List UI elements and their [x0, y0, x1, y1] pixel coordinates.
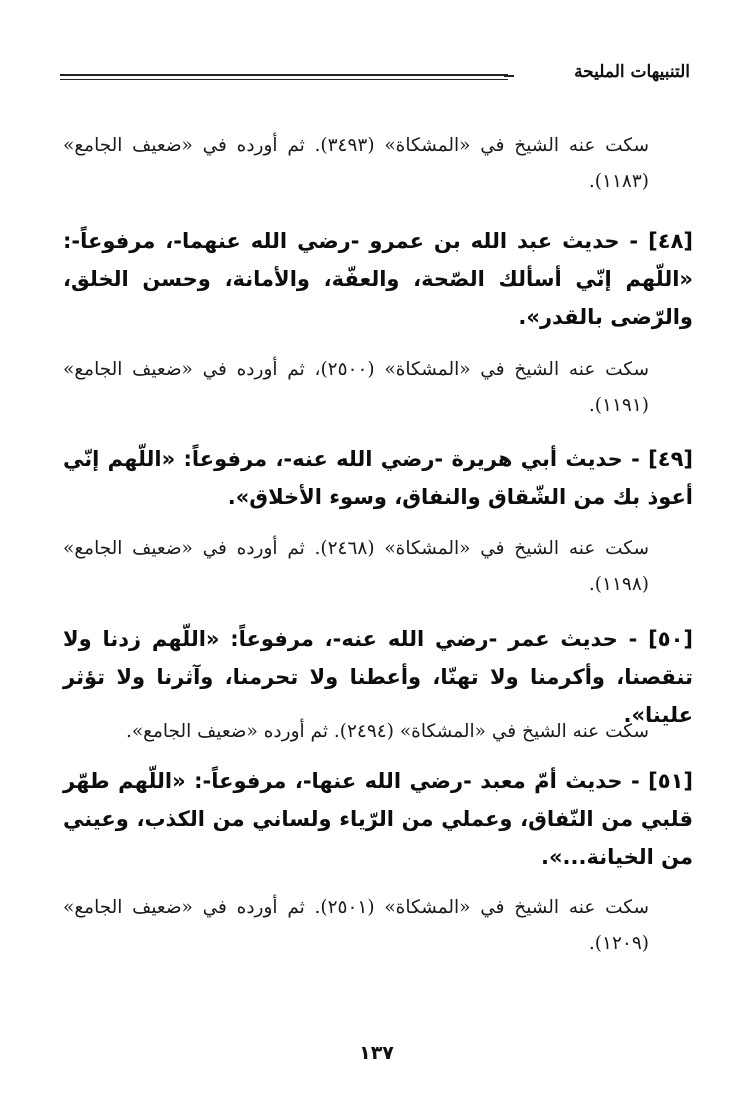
hadith-number: [٥٠]	[648, 627, 693, 651]
note-paragraph: سكت عنه الشيخ في «المشكاة» (٢٥٠٠)، ثم أورده في «ضعيف الجامع» (١١٩١).	[63, 359, 649, 416]
note-paragraph: سكت عنه الشيخ في «المشكاة» (٢٤٦٨). ثم أورده في «ضعيف الجامع» (١١٩٨).	[63, 538, 649, 595]
hadith-text: - حديث عبد الله بن عمرو -رضي الله عنهما-، مرفوعاً-: «اللّهم إنّي أسألك الصّحة، والعفّة، والأمانة، وحسن الخلق، والرّضى بالقدر».	[63, 229, 693, 329]
header-rule	[60, 74, 508, 76]
hadith-paragraph	[63, 762, 693, 876]
hadith-number: [٥١]	[648, 769, 693, 793]
note-paragraph: سكت عنه الشيخ في «المشكاة» (٢٥٠١). ثم أورده في «ضعيف الجامع» (١٢٠٩).	[63, 897, 649, 954]
running-header	[60, 62, 690, 92]
hadith-text: - حديث عمر -رضي الله عنه-، مرفوعاً: «اللّهم زدنا ولا تنقصنا، وأكرمنا ولا تهنّا، وأعطنا ولا تحرمنا، وآثرنا ولا تؤثر علينا».	[63, 627, 693, 727]
note-paragraph: سكت عنه الشيخ في «المشكاة» (٣٤٩٣). ثم أورده في «ضعيف الجامع» (١١٨٣).	[63, 135, 649, 192]
hadith-number: [٤٩]	[648, 447, 693, 471]
hadith-number: [٤٨]	[648, 229, 693, 253]
note-paragraph: سكت عنه الشيخ في «المشكاة» (٢٤٩٤). ثم أورده «ضعيف الجامع».	[125, 721, 649, 742]
header-rule-thin	[60, 79, 508, 80]
hadith-text: - حديث أمّ معبد -رضي الله عنها-، مرفوعاً-: «اللّهم طهّر قلبي من النّفاق، وعملي من الرّياء ولساني من الكذب، وعيني من الخيانة...».	[63, 769, 693, 869]
hadith-paragraph	[63, 440, 693, 516]
running-header-title: التنبيهات المليحة	[574, 62, 690, 82]
page-number: ١٣٧	[359, 1042, 394, 1064]
hadith-text: - حديث أبي هريرة -رضي الله عنه-، مرفوعاً: «اللّهم إنّي أعوذ بك من الشّقاق والنفاق، وسوء الأخلاق».	[63, 447, 693, 509]
hadith-paragraph	[63, 222, 693, 336]
